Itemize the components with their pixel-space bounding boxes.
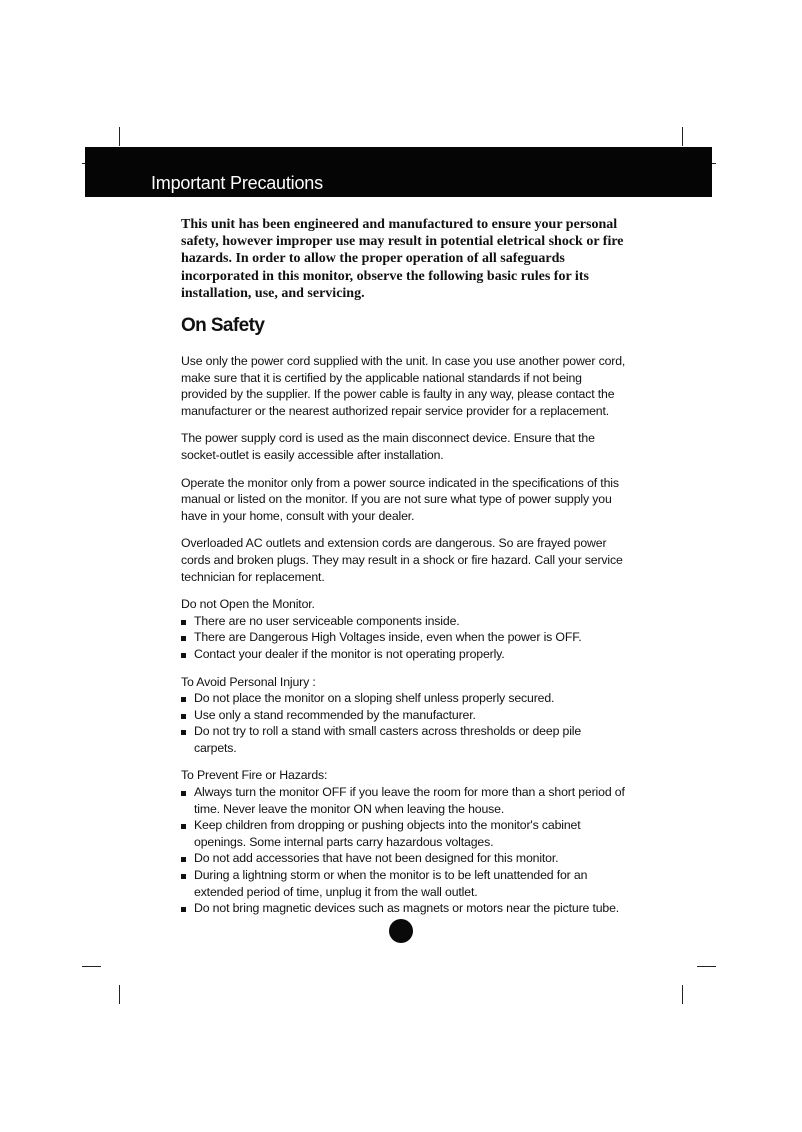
group-heading-open-monitor: Do not Open the Monitor.: [181, 597, 315, 612]
content-area: [181, 216, 626, 928]
list-item: Keep children from dropping or pushing objects into the monitor's cabinet openings. Some internal parts carry hazardous voltages.: [181, 817, 626, 850]
paragraph-overloaded-outlets: Overloaded AC outlets and extension cords are dangerous. So are frayed power cords and broken plugs. They may result in a shock or fire hazard. Call your service technician for replacement.: [181, 536, 623, 584]
crop-mark-top-left-vertical: [119, 127, 120, 146]
bullet-list-fire-hazards: [181, 784, 626, 917]
intro-paragraph: This unit has been engineered and manufactured to ensure your personal safety, however improper use may result in potential eletrical shock or fire hazards. In order to allow the proper operation of all safeguards incorporated in this monitor, observe the following basic rules for its installation, use, and servicing.: [181, 217, 624, 301]
paragraph-power-cord: Use only the power cord supplied with the unit. In case you use another power cord, make sure that it is certified by the applicable national standards if not being provided by the supplier. If the power cable is faulty in any way, please contact the manufacturer or the nearest authorized repair service provider for a replacement.: [181, 354, 626, 418]
paragraph-disconnect-device: The power supply cord is used as the main disconnect device. Ensure that the socket-outlet is easily accessible after installation.: [181, 431, 595, 462]
crop-mark-top-right-horizontal: [712, 163, 716, 164]
list-item: Do not add accessories that have not been designed for this monitor.: [181, 850, 626, 867]
header-bar: [85, 147, 712, 197]
bullet-list-open-monitor: [181, 613, 626, 663]
list-item: Contact your dealer if the monitor is not operating properly.: [181, 646, 626, 663]
crop-mark-bottom-right-horizontal: [697, 966, 716, 967]
crop-mark-bottom-right-vertical: [682, 985, 683, 1004]
list-item: Do not try to roll a stand with small casters across thresholds or deep pile carpets.: [181, 723, 626, 756]
list-item: Do not place the monitor on a sloping shelf unless properly secured.: [181, 690, 626, 707]
crop-mark-top-right-vertical: [682, 127, 683, 146]
group-heading-fire-hazards: To Prevent Fire or Hazards:: [181, 768, 328, 783]
section-title: On Safety: [181, 315, 265, 337]
list-item: There are no user serviceable components inside.: [181, 613, 626, 630]
list-item: Do not bring magnetic devices such as magnets or motors near the picture tube.: [181, 900, 626, 917]
group-heading-personal-injury: To Avoid Personal Injury :: [181, 674, 316, 689]
list-item: During a lightning storm or when the monitor is to be left unattended for an extended period of time, unplug it from the wall outlet.: [181, 867, 626, 900]
list-item: Always turn the monitor OFF if you leave the room for more than a short period of time. Never leave the monitor ON when leaving the house.: [181, 784, 626, 817]
page-title: Important Precautions: [151, 173, 323, 193]
crop-mark-bottom-left-vertical: [119, 985, 120, 1004]
page-marker-dot: [389, 919, 413, 943]
list-item: Use only a stand recommended by the manufacturer.: [181, 707, 626, 724]
bullet-list-personal-injury: [181, 690, 626, 756]
paragraph-power-source: Operate the monitor only from a power source indicated in the specifications of this manual or listed on the monitor. If you are not sure what type of power supply you have in your home, consult with your dealer.: [181, 475, 619, 523]
list-item: There are Dangerous High Voltages inside, even when the power is OFF.: [181, 629, 626, 646]
crop-mark-bottom-left-horizontal: [82, 966, 101, 967]
